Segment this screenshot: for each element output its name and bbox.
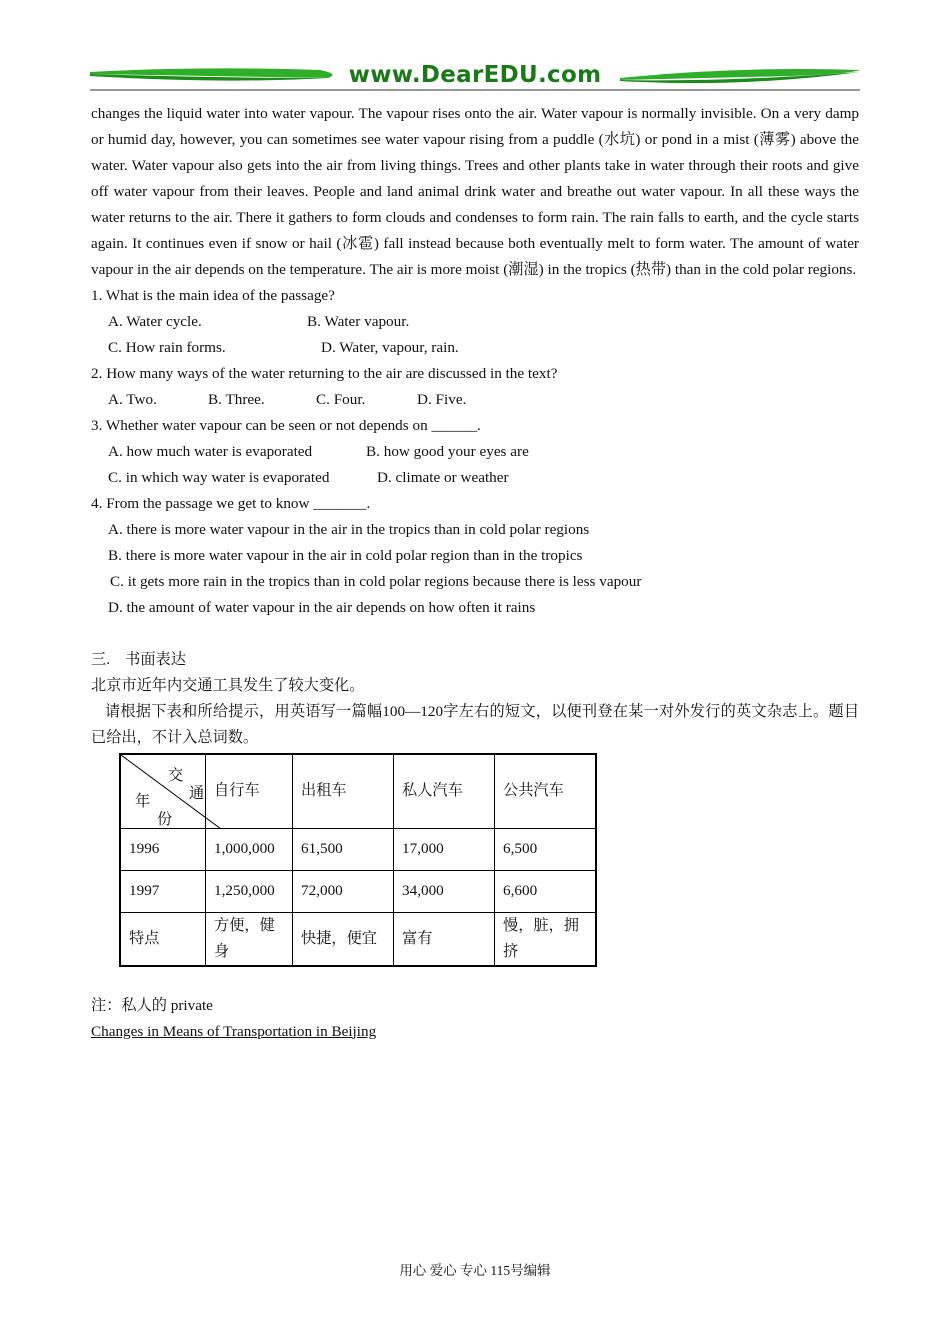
row-label: 1996 <box>120 828 206 870</box>
question-1 <box>91 283 859 361</box>
row-label: 1997 <box>120 870 206 912</box>
question-stem: 1. What is the main idea of the passage? <box>91 287 335 304</box>
corner-label: 交 <box>168 767 184 784</box>
corner-label: 份 <box>157 811 173 828</box>
table-row <box>120 912 596 966</box>
table-header: 私人汽车 <box>394 754 495 828</box>
table-corner-cell <box>120 754 206 828</box>
site-header <box>90 64 860 94</box>
option: C. Four. <box>316 391 366 408</box>
section-title: 三. 书面表达 <box>91 651 186 668</box>
question-stem: 3. Whether water vapour can be seen or not depends on ______. <box>91 417 481 434</box>
option: B. how good your eyes are <box>366 443 529 460</box>
option: D. climate or weather <box>377 469 509 486</box>
option: A. there is more water vapour in the air in the tropics than in cold polar regions <box>108 521 590 538</box>
table-header: 公共汽车 <box>495 754 597 828</box>
option: D. the amount of water vapour in the air depends on how often it rains <box>108 599 536 616</box>
question-4 <box>91 491 859 621</box>
table-cell: 方便，健身 <box>206 912 293 966</box>
table-row <box>120 870 596 912</box>
option: A. how much water is evaporated <box>108 443 313 460</box>
option: C. in which way water is evaporated <box>108 469 330 486</box>
table-cell: 快捷，便宜 <box>293 912 394 966</box>
option: A. Two. <box>108 391 157 408</box>
transport-table <box>119 753 597 967</box>
row-label: 特点 <box>120 912 206 966</box>
table-cell: 1,000,000 <box>206 828 293 870</box>
question-3 <box>91 413 859 491</box>
option: D. Water, vapour, rain. <box>321 339 459 356</box>
option: C. it gets more rain in the tropics than in cold polar regions because there is less vapour <box>110 573 642 590</box>
table-row <box>120 828 596 870</box>
writing-intro: 北京市近年内交通工具发生了较大变化。 <box>91 677 365 694</box>
table-cell: 72,000 <box>293 870 394 912</box>
table-header: 自行车 <box>206 754 293 828</box>
essay-title: Changes in Means of Transportation in Beijing <box>91 1022 377 1040</box>
question-2 <box>91 361 859 413</box>
question-stem: 4. From the passage we get to know _______. <box>91 495 371 512</box>
table-cell: 6,600 <box>495 870 597 912</box>
option: C. How rain forms. <box>108 339 226 356</box>
option: D. Five. <box>417 391 467 408</box>
table-cell: 富有 <box>394 912 495 966</box>
table-cell: 61,500 <box>293 828 394 870</box>
corner-label: 通 <box>189 785 205 802</box>
table-header: 出租车 <box>293 754 394 828</box>
option: B. Water vapour. <box>307 313 410 330</box>
page-footer: 用心 爱心 专心 115号编辑 <box>399 1263 551 1278</box>
site-title: www.DearEDU.com <box>348 62 602 88</box>
option: A. Water cycle. <box>108 313 202 330</box>
reading-passage: changes the liquid water into water vapour. The vapour rises onto the air. Water vapour is normally invisible. On a very damp or humid day, however, you can sometimes see water vapour rising from a puddle (水坑) or pond in a mist (薄雾) above the water. Water vapour also gets into the air from living things. Trees and other plants take in water through their roots and give off water vapour from their leaves. People and land animal drink water and breathe out water vapour. In all these ways the water returns to the air. There it gathers to form clouds and condenses to form rain. The rain falls to earth, and the cycle starts again. It continues even if snow or hail (冰雹) fall instead because both eventually melt to form water. The amount of water vapour in the air depends on the temperature. The air is more moist (潮湿) in the tropics (热带) than in the cold polar regions. <box>91 105 859 278</box>
question-stem: 2. How many ways of the water returning to the air are discussed in the text? <box>91 365 558 382</box>
table-cell: 1,250,000 <box>206 870 293 912</box>
table-cell: 6,500 <box>495 828 597 870</box>
table-cell: 慢，脏，拥挤 <box>495 912 597 966</box>
document-body <box>91 101 859 1045</box>
corner-label: 年 <box>135 793 151 810</box>
option: B. Three. <box>208 391 265 408</box>
option: B. there is more water vapour in the air in cold polar region than in the tropics <box>108 547 583 564</box>
writing-instruction: 请根据下表和所给提示，用英语写一篇幅100—120字左右的短文，以便刊登在某一对外发行的英文杂志上。题目已给出，不计入总词数。 <box>91 703 859 746</box>
table-cell: 34,000 <box>394 870 495 912</box>
note: 注：私人的 private <box>91 996 213 1014</box>
table-cell: 17,000 <box>394 828 495 870</box>
